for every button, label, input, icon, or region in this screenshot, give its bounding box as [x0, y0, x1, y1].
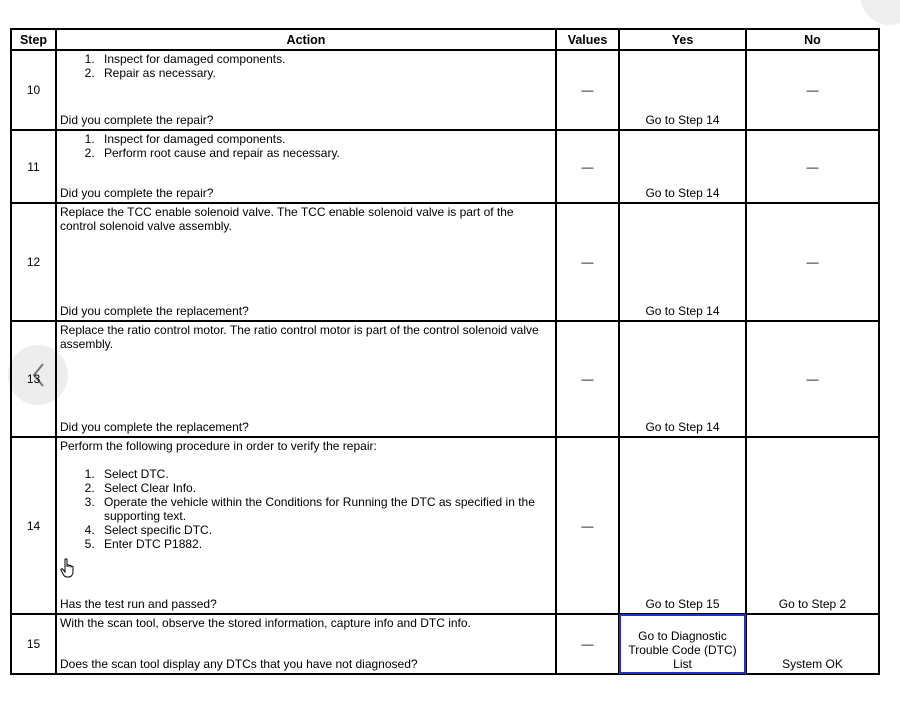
- action-steps: [60, 467, 552, 551]
- step-number: 12: [11, 203, 56, 321]
- values-cell: —: [556, 437, 619, 614]
- action-step: 5. Enter DTC P1882.: [98, 537, 552, 551]
- header-values: Values: [556, 29, 619, 50]
- values-cell: —: [556, 50, 619, 130]
- yes-cell[interactable]: Go to Step 14: [619, 203, 746, 321]
- step-number: 11: [11, 130, 56, 203]
- header-action: Action: [56, 29, 556, 50]
- action-step: 2. Repair as necessary.: [98, 66, 552, 80]
- header-row: [11, 29, 879, 50]
- no-cell: —: [746, 203, 879, 321]
- top-right-button[interactable]: [860, 0, 900, 25]
- action-step: 3. Operate the vehicle within the Conditions for Running the DTC as specified in the supporting text.: [98, 495, 552, 523]
- action-text: Perform the following procedure in order to verify the repair:: [60, 439, 377, 453]
- action-question: Did you complete the replacement?: [60, 304, 249, 318]
- yes-cell[interactable]: Go to Step 14: [619, 50, 746, 130]
- action-step: 2. Select Clear Info.: [98, 481, 552, 495]
- yes-cell[interactable]: Go to Step 14: [619, 321, 746, 437]
- values-cell: —: [556, 130, 619, 203]
- values-cell: —: [556, 203, 619, 321]
- table-row: [11, 50, 879, 130]
- values-cell: —: [556, 321, 619, 437]
- header-yes: Yes: [619, 29, 746, 50]
- table-row: [11, 437, 879, 614]
- action-step: 1. Inspect for damaged components.: [98, 132, 552, 146]
- no-cell[interactable]: Go to Step 2: [746, 437, 879, 614]
- action-steps: [60, 52, 552, 80]
- header-step: Step: [11, 29, 56, 50]
- action-text: Replace the ratio control motor. The ratio control motor is part of the control solenoid valve assembly.: [60, 323, 539, 351]
- table-row: [11, 614, 879, 674]
- action-question: Did you complete the replacement?: [60, 420, 249, 434]
- action-steps: [60, 132, 552, 160]
- action-question: Did you complete the repair?: [60, 186, 214, 200]
- action-text: Replace the TCC enable solenoid valve. The TCC enable solenoid valve is part of the control solenoid valve assembly.: [60, 205, 514, 233]
- yes-cell[interactable]: Go to Diagnostic Trouble Code (DTC) List: [619, 614, 746, 674]
- table-row: [11, 321, 879, 437]
- yes-cell[interactable]: Go to Step 14: [619, 130, 746, 203]
- diagnostic-table: [10, 28, 880, 675]
- action-step: 1. Inspect for damaged components.: [98, 52, 552, 66]
- action-step: 1. Select DTC.: [98, 467, 552, 481]
- no-cell: —: [746, 50, 879, 130]
- no-cell: —: [746, 130, 879, 203]
- action-cell: [56, 130, 556, 203]
- step-number: 10: [11, 50, 56, 130]
- table-row: [11, 203, 879, 321]
- action-cell: [56, 437, 556, 614]
- action-cell: [56, 321, 556, 437]
- action-cell: [56, 203, 556, 321]
- action-question: Has the test run and passed?: [60, 597, 217, 611]
- action-cell: [56, 614, 556, 674]
- step-number: 14: [11, 437, 56, 614]
- step-number: 13: [11, 321, 56, 437]
- action-question: Did you complete the repair?: [60, 113, 214, 127]
- yes-cell[interactable]: Go to Step 15: [619, 437, 746, 614]
- header-no: No: [746, 29, 879, 50]
- step-number: 15: [11, 614, 56, 674]
- action-cell: [56, 50, 556, 130]
- values-cell: —: [556, 614, 619, 674]
- action-text: With the scan tool, observe the stored information, capture info and DTC info.: [60, 616, 471, 630]
- no-cell: System OK: [746, 614, 879, 674]
- action-question: Does the scan tool display any DTCs that you have not diagnosed?: [60, 657, 418, 671]
- table-row: [11, 130, 879, 203]
- no-cell: —: [746, 321, 879, 437]
- action-step: 4. Select specific DTC.: [98, 523, 552, 537]
- action-step: 2. Perform root cause and repair as necessary.: [98, 146, 552, 160]
